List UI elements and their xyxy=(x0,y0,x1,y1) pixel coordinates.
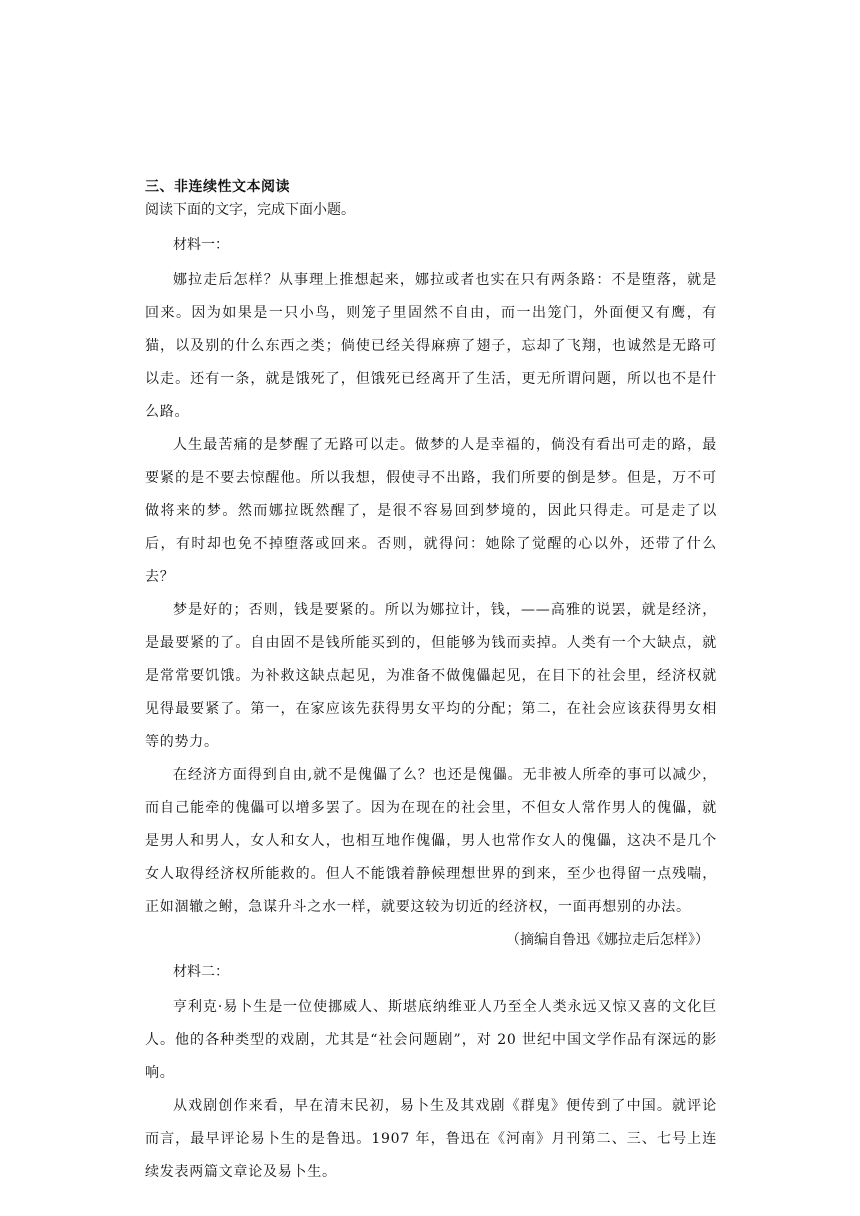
reading-section xyxy=(145,176,717,1189)
material-two-paragraph: 从戏剧创作来看，早在清末民初，易卜生及其戏剧《群鬼》便传到了中国。就评论而言，最早评论易卜生的是鲁迅。1907 年，鲁迅在《河南》月刊第二、三、七号上连续发表两篇文章论及易卜生。 xyxy=(145,1098,717,1180)
material-two-label: 材料二： xyxy=(173,964,229,980)
material-one-paragraph: 梦是好的；否则，钱是要紧的。所以为娜拉计，钱，——高雅的说罢，就是经济，是最要紧的了。自由固不是钱所能买到的，但能够为钱而卖掉。人类有一个大缺点，就是常常要饥饿。为补救这缺点起见，为准备不做傀儡起见，在目下的社会里，经济权就见得最要紧了。第一，在家应该先获得男女平均的分配；第二，在社会应该获得男女相等的势力。 xyxy=(145,602,717,750)
material-two-paragraph: 亨利克·易卜生是一位使挪威人、斯堪底纳维亚人乃至全人类永远又惊又喜的文化巨人。他的各种类型的戏剧，尤其是“社会问题剧”，对 20 世纪中国文学作品有深远的影响。 xyxy=(145,999,717,1081)
material-one-source: （摘编自鲁迅《娜拉走后怎样》） xyxy=(506,932,709,948)
material-one-label: 材料一： xyxy=(173,237,229,253)
material-one-paragraph: 娜拉走后怎样？从事理上推想起来，娜拉或者也实在只有两条路：不是堕落，就是回来。因为如果是一只小鸟，则笼子里固然不自由，而一出笼门，外面便又有鹰，有猫，以及别的什么东西之类；倘使已经关得麻痹了翅子，忘却了飞翔，也诚然是无路可以走。还有一条，就是饿死了，但饿死已经离开了生活，更无所谓问题，所以也不是什么路。 xyxy=(145,272,717,420)
material-one-paragraph: 人生最苦痛的是梦醒了无路可以走。做梦的人是幸福的，倘没有看出可走的路，最要紧的是不要去惊醒他。所以我想，假使寻不出路，我们所要的倒是梦。但是，万不可做将来的梦。然而娜拉既然醒了，是很不容易回到梦境的，因此只得走。可是走了以后，有时却也免不掉堕落或回来。否则，就得问：她除了觉醒的心以外，还带了什么去？ xyxy=(145,437,717,585)
material-one-paragraph: 在经济方面得到自由,就不是傀儡了么？也还是傀儡。无非被人所牵的事可以减少，而自己能牵的傀儡可以增多罢了。因为在现在的社会里，不但女人常作男人的傀儡，就是男人和男人，女人和女人，也相互地作傀儡，男人也常作女人的傀儡，这决不是几个女人取得经济权所能救的。但人不能饿着静候理想世界的到来，至少也得留一点残喘，正如涸辙之鲋，急谋升斗之水一样，就要这较为切近的经济权，一面再想别的办法。 xyxy=(145,767,717,915)
instruction-text: 阅读下面的文字，完成下面小题。 xyxy=(145,202,355,218)
section-title: 三、非连续性文本阅读 xyxy=(145,179,290,195)
